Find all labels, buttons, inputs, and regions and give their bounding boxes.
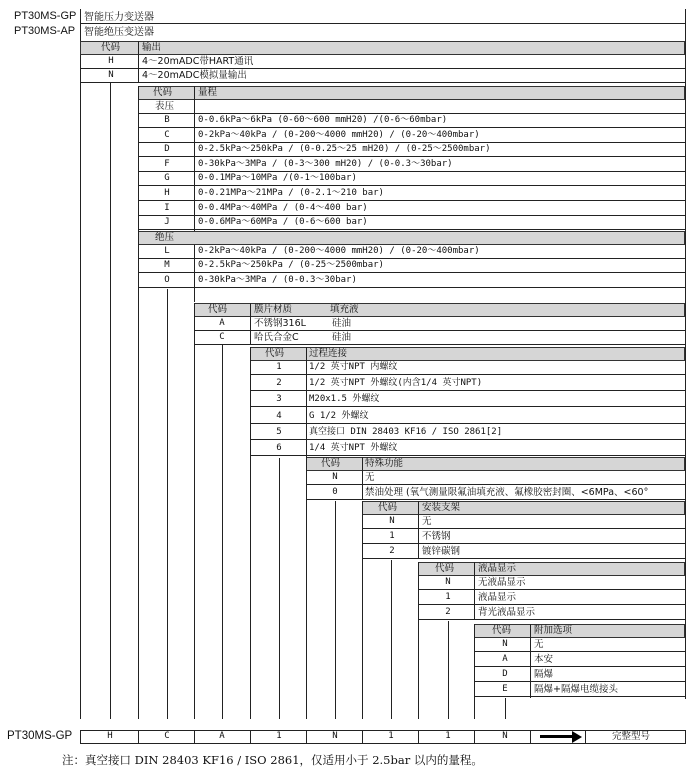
- process-text: G 1/2 外螺纹: [309, 410, 369, 421]
- output-text: 4～20mADC模拟量输出: [142, 70, 247, 81]
- process-text: 真空接口 DIN 28403 KF16 / ISO 2861[2]: [309, 426, 503, 437]
- row-line: [250, 455, 685, 456]
- example-model: PT30MS-GP: [7, 730, 73, 742]
- range-code: O: [164, 275, 170, 285]
- model-name-gp: 智能压力变送器: [84, 12, 154, 23]
- bracket-title: 安装支架: [422, 502, 461, 513]
- range-code: J: [164, 217, 170, 228]
- model-code-ap: PT30MS-AP: [14, 25, 76, 37]
- example-cell-line: [250, 730, 251, 744]
- process-title: 过程连接: [309, 348, 348, 359]
- extra-code: D: [502, 669, 508, 679]
- extra-text: 隔爆: [534, 669, 554, 680]
- output-divider: [138, 41, 139, 83]
- special-text: 无: [365, 472, 375, 483]
- process-text: 1/4 英寸NPT 外螺纹: [309, 443, 398, 453]
- example-result: 完整型号: [612, 731, 651, 742]
- special-code: N: [332, 472, 338, 482]
- range-column-line: [167, 289, 168, 719]
- row-line: [418, 589, 685, 590]
- row-line: [250, 439, 685, 440]
- example-cell-line: [474, 730, 475, 744]
- row-line: [362, 528, 685, 529]
- footnote: 注：真空接口 DIN 28403 KF16 / ISO 2861，仅适用小于 2.5bar 以内的量程。: [62, 753, 483, 767]
- range-divider: [194, 86, 195, 302]
- lcd-code: 1: [445, 592, 451, 602]
- row-line: [250, 423, 685, 424]
- row-line: [474, 696, 685, 697]
- special-code-label: 代码: [321, 458, 341, 469]
- membrane-fill: 硅油: [332, 318, 352, 329]
- extra-code-label: 代码: [492, 625, 512, 636]
- process-column-line: [279, 458, 280, 719]
- arrow-head-icon: [572, 731, 582, 743]
- range-text: 0-2.5kPa～250kPa / (0-0.25～25 mH20) / (0-25～2500mbar): [198, 144, 491, 155]
- process-text: 1/2 英寸NPT 内螺纹: [309, 362, 398, 372]
- model-name-ap: 智能绝压变送器: [84, 27, 154, 38]
- range-text: 0-0.21MPa～21MPa / (0-2.1～210 bar): [198, 188, 384, 198]
- row-line: [306, 499, 685, 500]
- process-text: 1/2 英寸NPT 外螺纹(内含1/4 英寸NPT): [309, 378, 483, 389]
- range-text: 0-30kPa～3MPa / (0-3～300 mH20) / (0-0.3～30bar): [198, 158, 453, 169]
- range-code: G: [164, 173, 170, 184]
- example-code: A: [219, 731, 225, 741]
- range-code: M: [164, 260, 170, 271]
- range-text: 0-30kPa～3MPa / (0-0.3～30bar): [198, 275, 357, 285]
- output-code-label: 代码: [101, 42, 121, 53]
- output-column-line: [110, 83, 111, 719]
- example-cell-line: [530, 730, 531, 744]
- lcd-title: 液晶显示: [478, 563, 517, 574]
- range-header: [138, 86, 685, 100]
- example-code: 1: [276, 731, 282, 741]
- example-bottom-line: [80, 743, 685, 744]
- row-line: [418, 619, 685, 620]
- bracket-divider: [418, 501, 419, 559]
- membrane-text: 哈氏合金C: [254, 332, 299, 343]
- process-left-line: [250, 347, 251, 719]
- lcd-divider: [474, 562, 475, 620]
- membrane-text: 不锈钢316L: [254, 318, 306, 329]
- row-line: [306, 484, 685, 485]
- row-line: [474, 651, 685, 652]
- extra-code: A: [502, 654, 508, 664]
- extra-left-line: [474, 624, 475, 719]
- row-line: [138, 287, 685, 288]
- row-line: [194, 344, 685, 345]
- range-code: F: [164, 158, 170, 169]
- lcd-column-line: [448, 621, 449, 719]
- example-cell-line: [585, 730, 586, 744]
- membrane-column-line: [222, 345, 223, 719]
- range-left-line: [138, 86, 139, 719]
- lcd-text: 液晶显示: [478, 592, 517, 603]
- row-line: [250, 374, 685, 375]
- range-text: 0-0.6kPa～6kPa (0-60～600 mmH20) /(0-6～60mbar): [198, 115, 448, 125]
- divider: [80, 23, 685, 24]
- range-text: 0-2kPa～40kPa / (0-200～4000 mmH20) / (0-20～400mbar): [198, 245, 480, 256]
- example-cell-line: [362, 730, 363, 744]
- extra-text: 隔爆+隔爆电缆接头: [534, 684, 618, 695]
- row-line: [250, 406, 685, 407]
- lcd-code: 2: [445, 607, 451, 617]
- bracket-code: 1: [389, 531, 395, 541]
- membrane-divider: [250, 303, 251, 345]
- output-title: 输出: [142, 42, 162, 53]
- special-left-line: [306, 457, 307, 719]
- membrane-left-line: [194, 303, 195, 719]
- range-text: 0-0.1MPa～10MPa /(0-1～100bar): [198, 173, 357, 184]
- process-code: 3: [276, 394, 282, 405]
- main-vertical-line: [80, 9, 81, 719]
- bracket-text: 镀锌碳钢: [422, 546, 461, 557]
- lcd-text: 无液晶显示: [478, 577, 526, 588]
- process-divider: [306, 347, 307, 459]
- process-text: M20x1.5 外螺纹: [309, 394, 380, 405]
- process-code: 4: [276, 410, 282, 421]
- special-title: 特殊功能: [365, 458, 404, 469]
- process-code: 1: [276, 362, 282, 372]
- range-text: 0-0.6MPa～60MPa / (0-6～600 bar): [198, 217, 368, 228]
- bracket-text: 无: [422, 516, 432, 527]
- range-code: I: [164, 202, 170, 213]
- membrane-title: 膜片材质: [254, 304, 293, 315]
- bracket-left-line: [362, 501, 363, 719]
- range-abs-label: 绝压: [155, 231, 175, 243]
- range-code: C: [164, 129, 170, 140]
- process-code-label: 代码: [265, 348, 285, 359]
- bracket-text: 不锈钢: [422, 531, 451, 542]
- row-line: [474, 681, 685, 682]
- extra-title: 附加选项: [534, 625, 573, 636]
- example-code: C: [164, 731, 170, 741]
- output-text: 4～20mADC带HART通讯: [142, 56, 254, 67]
- output-code: H: [108, 56, 114, 66]
- example-cell-line: [306, 730, 307, 744]
- example-code: H: [107, 731, 113, 741]
- extra-code: E: [502, 684, 508, 694]
- extra-text: 本安: [534, 654, 554, 665]
- special-divider: [362, 457, 363, 499]
- lcd-code: N: [445, 577, 451, 587]
- membrane-code: C: [219, 332, 225, 342]
- membrane-fill-title: 填充液: [330, 304, 359, 315]
- range-gauge-label: 表压: [155, 101, 175, 112]
- example-code: N: [502, 731, 508, 741]
- row-line: [362, 543, 685, 544]
- arrow-icon: [540, 735, 574, 738]
- lcd-code-label: 代码: [435, 563, 455, 574]
- range-code: L: [164, 245, 170, 256]
- example-code: N: [332, 731, 338, 741]
- range-code: D: [164, 144, 170, 155]
- range-code: B: [164, 115, 170, 125]
- row-line: [80, 82, 685, 83]
- example-cell-line: [138, 730, 139, 744]
- lcd-header: [418, 562, 685, 576]
- output-header: [80, 41, 685, 55]
- output-code: N: [108, 70, 114, 80]
- bracket-column-line: [391, 560, 392, 719]
- extra-code: N: [502, 639, 508, 649]
- example-cell-line: [80, 730, 81, 744]
- example-cell-line: [418, 730, 419, 744]
- row-line: [362, 558, 685, 559]
- process-code: 5: [276, 426, 282, 437]
- row-line: [474, 666, 685, 667]
- extra-text: 无: [534, 639, 544, 650]
- example-cell-line: [685, 730, 686, 744]
- special-text: 禁油处理 (氧气测量限氟油填充液、氟橡胶密封圈、<6MPa、<60°: [365, 487, 649, 498]
- special-code: 0: [332, 487, 338, 497]
- range-text: 0-2kPa～40kPa / (0-200～4000 mmH20) / (0-20～400mbar): [198, 129, 480, 140]
- right-border-line: [685, 9, 686, 699]
- process-code: 6: [276, 443, 282, 453]
- membrane-fill: 硅油: [332, 332, 352, 343]
- special-column-line: [335, 501, 336, 719]
- bracket-header: [362, 501, 685, 515]
- extra-divider: [530, 624, 531, 698]
- example-code: 1: [388, 731, 394, 741]
- bracket-code: 2: [389, 546, 395, 556]
- row-line: [250, 390, 685, 391]
- range-text: 0-0.4MPa～40MPa / (0-4～400 bar): [198, 202, 368, 213]
- membrane-code: A: [219, 318, 225, 328]
- lcd-left-line: [418, 562, 419, 719]
- model-code-gp: PT30MS-GP: [14, 10, 77, 22]
- extra-column-line: [505, 698, 506, 719]
- range-abs-header: [138, 231, 685, 245]
- row-line: [418, 604, 685, 605]
- range-code-label: 代码: [153, 87, 173, 98]
- range-code: H: [164, 188, 170, 198]
- range-title: 量程: [198, 87, 218, 98]
- range-text: 0-2.5kPa～250kPa / (0-25～2500mbar): [198, 260, 384, 271]
- bracket-code-label: 代码: [378, 502, 398, 513]
- lcd-text: 背光液晶显示: [478, 607, 536, 618]
- example-cell-line: [194, 730, 195, 744]
- bracket-code: N: [389, 516, 395, 526]
- example-code: 1: [445, 731, 451, 741]
- process-code: 2: [276, 378, 282, 389]
- membrane-code-label: 代码: [208, 304, 228, 315]
